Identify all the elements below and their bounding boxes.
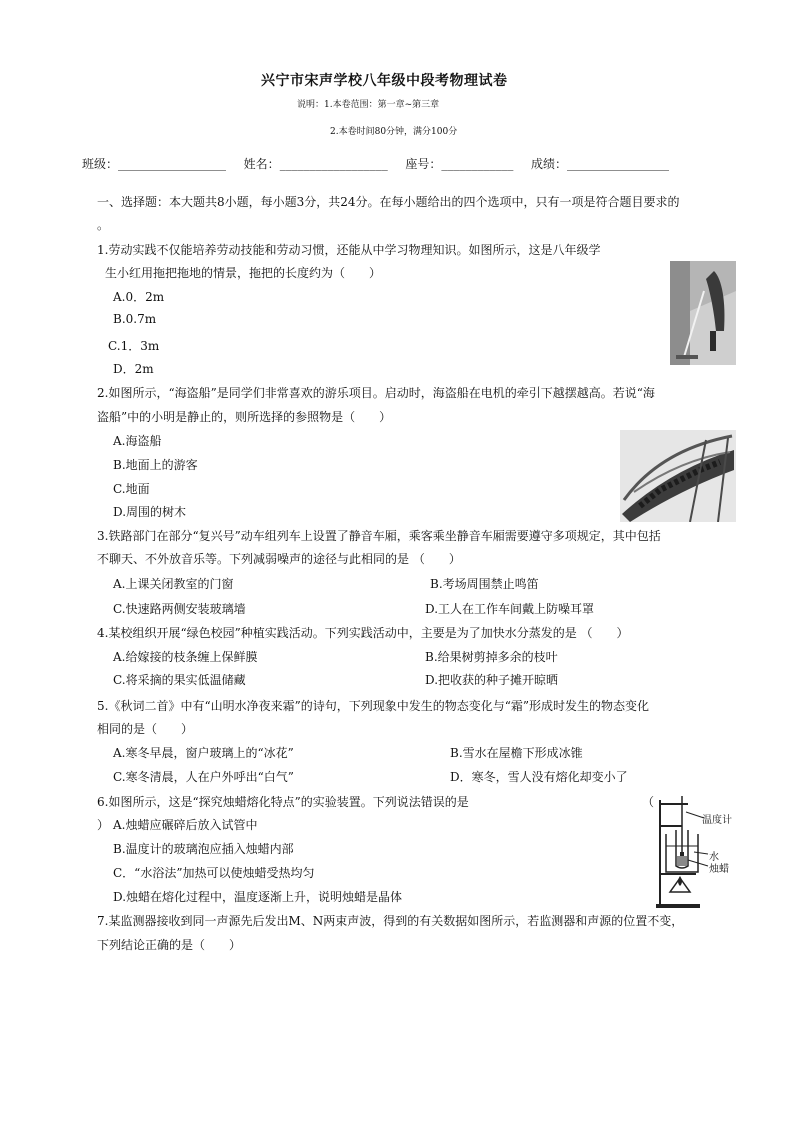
q3-option-c[interactable]: C.快速路两侧安装玻璃墙 bbox=[113, 602, 246, 616]
q5-option-c[interactable]: C.寒冬清晨，人在户外呼出“白气” bbox=[113, 770, 294, 784]
q3-stem-line1: 3.铁路部门在部分“复兴号”动车组列车上设置了静音车厢，乘客乘坐静音车厢需要遵守多项规定，其中包括 bbox=[97, 529, 661, 543]
score-label: 成绩： bbox=[531, 157, 568, 171]
q2-option-d[interactable]: D.周围的树木 bbox=[113, 505, 187, 519]
score-field[interactable]: _________________ bbox=[567, 157, 670, 171]
q6-option-d[interactable]: D.烛蜡在熔化过程中，温度逐渐上升，说明烛蜡是晶体 bbox=[113, 890, 403, 904]
q4-option-d[interactable]: D.把收获的种子摊开晾晒 bbox=[425, 673, 559, 687]
q2-stem-line1: 2.如图所示，“海盗船”是同学们非常喜欢的游乐项目。启动时，海盗船在电机的牵引下越摆越高。若说“海 bbox=[97, 386, 655, 400]
seat-field[interactable]: ____________ bbox=[441, 157, 514, 171]
q3-option-b[interactable]: B.考场周围禁止鸣笛 bbox=[430, 577, 539, 591]
q1-stem-line1: 1.劳动实践不仅能培养劳动技能和劳动习惯，还能从中学习物理知识。如图所示，这是八年级学 bbox=[97, 243, 601, 257]
pirate-ship-photo bbox=[620, 430, 736, 522]
class-label: 班级： bbox=[82, 157, 119, 171]
q2-stem-line2: 盗船”中的小明是静止的，则所选择的参照物是（ ） bbox=[97, 410, 392, 424]
q7-stem-line2: 下列结论正确的是（ ） bbox=[97, 938, 242, 952]
q6-stem-line1: 6.如图所示，这是“探究烛蜡熔化特点”的实验装置。下列说法错误的是 bbox=[97, 795, 469, 809]
q6-option-c[interactable]: C．“水浴法”加热可以使烛蜡受热均匀 bbox=[113, 866, 315, 880]
q1-option-a[interactable]: A.0．2m bbox=[113, 290, 165, 304]
info-line bbox=[82, 156, 669, 172]
q6-option-b[interactable]: B.温度计的玻璃泡应插入烛蜡内部 bbox=[113, 842, 294, 856]
name-field[interactable]: __________________ bbox=[279, 157, 388, 171]
q5-stem-line1: 5.《秋词二首》中有“山明水净夜来霜”的诗句，下列现象中发生的物态变化与“霜”形成时发生的物态变化 bbox=[97, 699, 649, 713]
class-field[interactable]: __________________ bbox=[118, 157, 227, 171]
q5-option-b[interactable]: B.雪水在屋檐下形成冰锥 bbox=[450, 746, 583, 760]
q1-option-d[interactable]: D．2m bbox=[113, 362, 154, 376]
wax-label: 烛蜡 bbox=[709, 864, 729, 875]
q1-stem-line2: 生小红用拖把拖地的情景，拖把的长度约为（ ） bbox=[105, 266, 382, 280]
q6-paren-open: （ bbox=[642, 795, 655, 809]
q5-option-a[interactable]: A.寒冬早晨，窗户玻璃上的“冰花” bbox=[113, 746, 294, 760]
wax-experiment-diagram bbox=[648, 792, 748, 910]
q3-stem-line2: 不聊天、不外放音乐等。下列减弱噪声的途径与此相同的是 （ ） bbox=[97, 552, 461, 566]
q5-stem-line2: 相同的是（ ） bbox=[97, 722, 194, 736]
q5-option-d[interactable]: D．寒冬，雪人没有熔化却变小了 bbox=[450, 770, 628, 784]
time-note: 2.本卷时间80分钟，满分100分 bbox=[330, 127, 458, 137]
name-label: 姓名： bbox=[243, 157, 280, 171]
q6-paren-close: ） bbox=[97, 818, 110, 832]
q4-option-a[interactable]: A.给嫁接的枝条缠上保鲜膜 bbox=[113, 650, 258, 664]
mop-photo bbox=[670, 261, 736, 365]
seat-label: 座号： bbox=[405, 157, 442, 171]
thermometer-label: 温度计 bbox=[702, 815, 732, 826]
q1-option-c[interactable]: C.1．3m bbox=[108, 339, 160, 353]
scope-note: 说明：1.本卷范围：第一章~第三章 bbox=[297, 100, 440, 110]
q6-option-a[interactable]: A.烛蜡应碾碎后放入试管中 bbox=[113, 818, 258, 832]
q2-option-a[interactable]: A.海盗船 bbox=[113, 434, 162, 448]
q3-option-d[interactable]: D.工人在工作车间戴上防噪耳罩 bbox=[425, 602, 595, 616]
page-title: 兴宁市宋声学校八年级中段考物理试卷 bbox=[261, 73, 508, 89]
section-intro-line1: 一、选择题：本大题共8小题，每小题3分，共24分。在每小题给出的四个选项中，只有一项是符合题目要求的 bbox=[97, 195, 680, 209]
q2-option-b[interactable]: B.地面上的游客 bbox=[113, 458, 198, 472]
section-intro-line2: 。 bbox=[97, 218, 110, 232]
water-label: 水 bbox=[709, 852, 719, 863]
q4-option-c[interactable]: C.将采摘的果实低温储藏 bbox=[113, 673, 246, 687]
q2-option-c[interactable]: C.地面 bbox=[113, 482, 150, 496]
q4-option-b[interactable]: B.给果树剪掉多余的枝叶 bbox=[425, 650, 558, 664]
q7-stem-line1: 7.某监测器接收到同一声源先后发出M、N两束声波，得到的有关数据如图所示，若监测器和声源的位置不变， bbox=[97, 914, 684, 928]
q3-option-a[interactable]: A.上课关闭教室的门窗 bbox=[113, 577, 234, 591]
q4-stem-line1: 4.某校组织开展“绿色校园”种植实践活动。下列实践活动中，主要是为了加快水分蒸发的是 （ ） bbox=[97, 626, 629, 640]
q1-option-b[interactable]: B.0.7m bbox=[113, 312, 157, 326]
